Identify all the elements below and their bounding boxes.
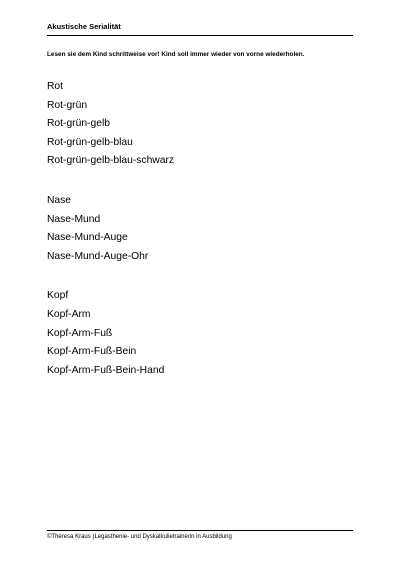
- page-header: [47, 22, 353, 36]
- sequence-line: Kopf-Arm-Fuß: [47, 327, 113, 339]
- sequence-line: Kopf-Arm-Fuß-Bein: [47, 346, 137, 358]
- sequence-line: Nase-Mund-Auge: [47, 232, 128, 244]
- sequence-line: Kopf-Arm: [47, 308, 91, 320]
- page-footer: [47, 530, 353, 542]
- instruction-text: Lesen sie dem Kind schrittweise vor! Kind soll immer wieder von vorne wiederholen.: [47, 51, 305, 58]
- sequence-line: Kopf: [47, 290, 69, 302]
- copyright-text: ©Theresa Kraus (Legasthenie- und Dyskalkulietrainerin in Ausbildung: [47, 534, 232, 540]
- sequence-line: Kopf-Arm-Fuß-Bein-Hand: [47, 364, 165, 376]
- sequence-group-colors: [47, 78, 174, 171]
- sequence-line: Nase-Mund: [47, 213, 101, 225]
- sequence-line: Nase-Mund-Auge-Ohr: [47, 250, 149, 262]
- header-divider: [47, 35, 353, 36]
- sequence-line: Rot-grün-gelb-blau-schwarz: [47, 155, 175, 167]
- sequence-line: Nase: [47, 194, 72, 206]
- sequence-group-face: [47, 192, 174, 266]
- sequence-line: Rot-grün-gelb-blau: [47, 136, 133, 148]
- sequence-group-body: [47, 287, 174, 380]
- page-title: Akustische Serialität: [47, 22, 121, 31]
- sequence-line: Rot: [47, 81, 64, 92]
- sequence-line: Rot-grün-gelb: [47, 118, 110, 130]
- word-sequence-groups: [47, 78, 174, 401]
- sequence-line: Rot-grün: [47, 99, 88, 111]
